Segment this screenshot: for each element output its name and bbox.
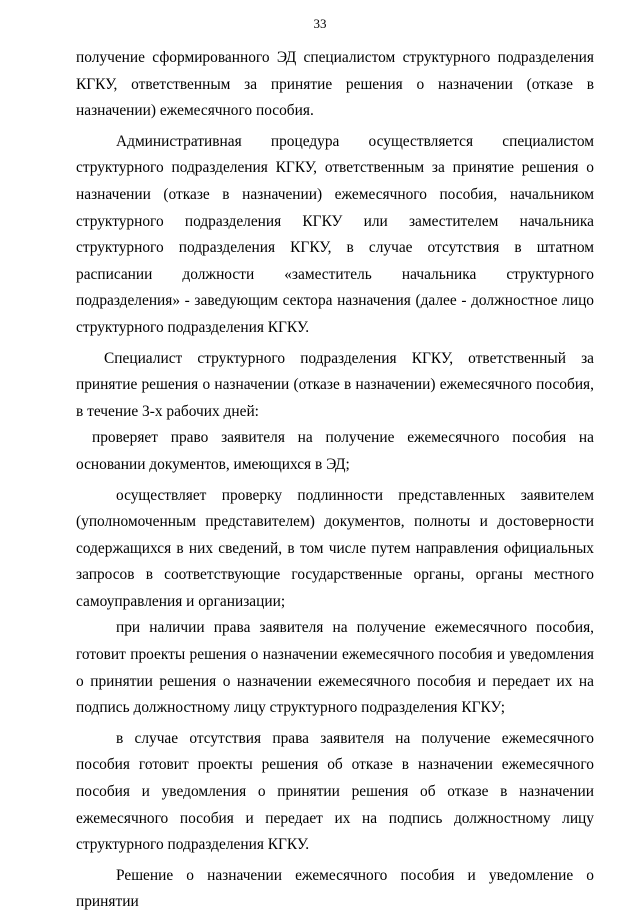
paragraph-check-right: проверяет право заявителя на получение ежемесячного пособия на основании документов, имеющихся в ЭД; xyxy=(76,429,594,473)
paragraph-administrative-procedure: Административная процедура осуществляется специалистом структурного подразделения КГКУ, ответственным за принятие решения о назначении (отказе в назначении) ежемесячного пособия, начальником структурного подразделения КГКУ или заместителем начальника структурного подразделения КГКУ, в случае отсутствия в штатном расписании должности «заместитель начальника структурного подразделения» - заведующим сектора назначения (далее - должностное лицо структурного подразделения КГКУ. xyxy=(76,132,594,336)
paragraph-decision: Решение о назначении ежемесячного пособия и уведомление о принятии xyxy=(76,866,594,911)
page-number: 33 xyxy=(313,16,327,31)
paragraph-verify-documents: осуществляет проверку подлинности представленных заявителем (уполномоченным представителем) документов, полноты и достоверности содержащихся в них сведений, в том числе путем направления официальных запросов в соответствующие государственные органы, органы местного самоуправления и организации; xyxy=(76,486,594,610)
paragraph-prepare-refusal: в случае отсутствия права заявителя на получение ежемесячного пособия готовит проекты решения об отказе в назначении ежемесячного пособия и уведомления о принятии решения об отказе в назначении ежемесячного пособия и передает их на подпись должностному лицу структурного подразделения КГКУ. xyxy=(76,729,594,854)
paragraph-prepare-approval: при наличии права заявителя на получение ежемесячного пособия, готовит проекты решения о назначении ежемесячного пособия и уведомления о принятии решения о назначении ежемесячного пособия и передает их на подпись должностному лицу структурного подразделения КГКУ; xyxy=(76,619,594,717)
paragraph-specialist-duties: Специалист структурного подразделения КГКУ, ответственный за принятие решения о назначении (отказе в назначении) ежемесячного пособия, в течение 3-х рабочих дней: xyxy=(76,349,594,420)
paragraph-continuation: получение сформированного ЭД специалистом структурного подразделения КГКУ, ответственным за принятие решения о назначении (отказе в назначении) ежемесячного пособия. xyxy=(76,49,594,120)
document-body xyxy=(76,45,594,916)
